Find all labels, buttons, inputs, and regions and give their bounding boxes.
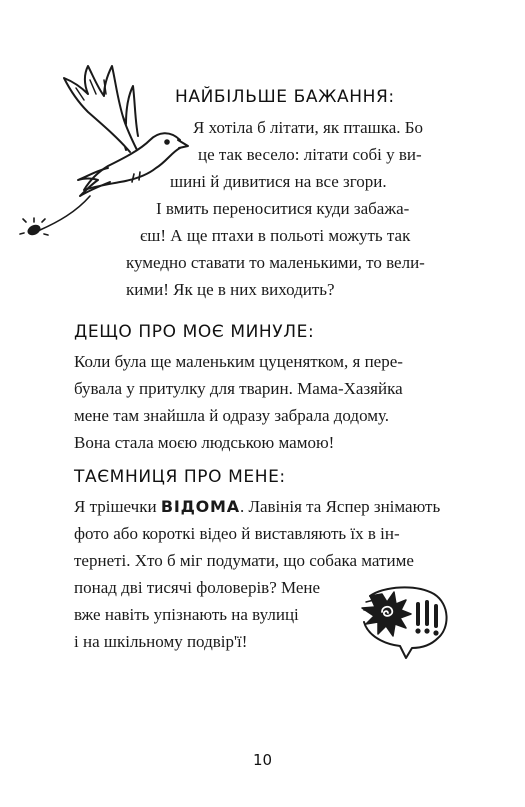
secret-line-1-end: . Лавінія та Яспер знімають [239,497,441,516]
wish-line-6: кумедно ставати то маленькими, то вели- [126,253,425,272]
wish-line-4: І вмить переноситися куди забажа- [156,199,410,218]
secret-line-5: вже навіть упізнають на вулиці [74,605,299,624]
secret-line-1 [74,498,440,515]
secret-line-1-start: Я трішечки [74,497,161,516]
wish-line-1: Я хотіла б літати, як пташка. Бо [193,118,424,137]
heading-secret: ТАЄМНИЦЯ ПРО МЕНЕ: [74,467,286,487]
secret-line-4: понад дві тисячі фоловерів? Мене [74,578,321,597]
secret-line-2: фото або короткі відео й виставляють їх в ін- [74,524,400,543]
page-number: 10 [252,751,273,769]
wish-line-7: кими! Як це в них виходить? [126,280,335,299]
past-line-3: мене там знайшла й одразу забрала додому. [74,406,390,425]
secret-line-3: тернеті. Хто б міг подумати, що собака матиме [74,551,414,570]
dove-illustration [18,40,193,250]
heading-wish: НАЙБІЛЬШЕ БАЖАННЯ: [175,87,395,107]
secret-line-6: і на шкільному подвір'ї! [74,632,248,651]
past-line-1: Коли була ще маленьким цуценятком, я пере- [74,352,403,371]
exclamation-burst-illustration [338,580,458,660]
wish-line-3: шині й дивитися на все згори. [170,172,387,191]
famous-word: ВІДОМА [160,497,240,516]
past-line-2: бувала у притулку для тварин. Мама-Хазяйка [74,379,403,398]
past-line-4: Вона стала моєю людською мамою! [74,433,335,452]
wish-line-5: єш! А ще птахи в польоті можуть так [140,226,411,245]
wish-line-2: це так весело: літати собі у ви- [198,145,422,164]
heading-past: ДЕЩО ПРО МОЄ МИНУЛЕ: [74,322,315,342]
